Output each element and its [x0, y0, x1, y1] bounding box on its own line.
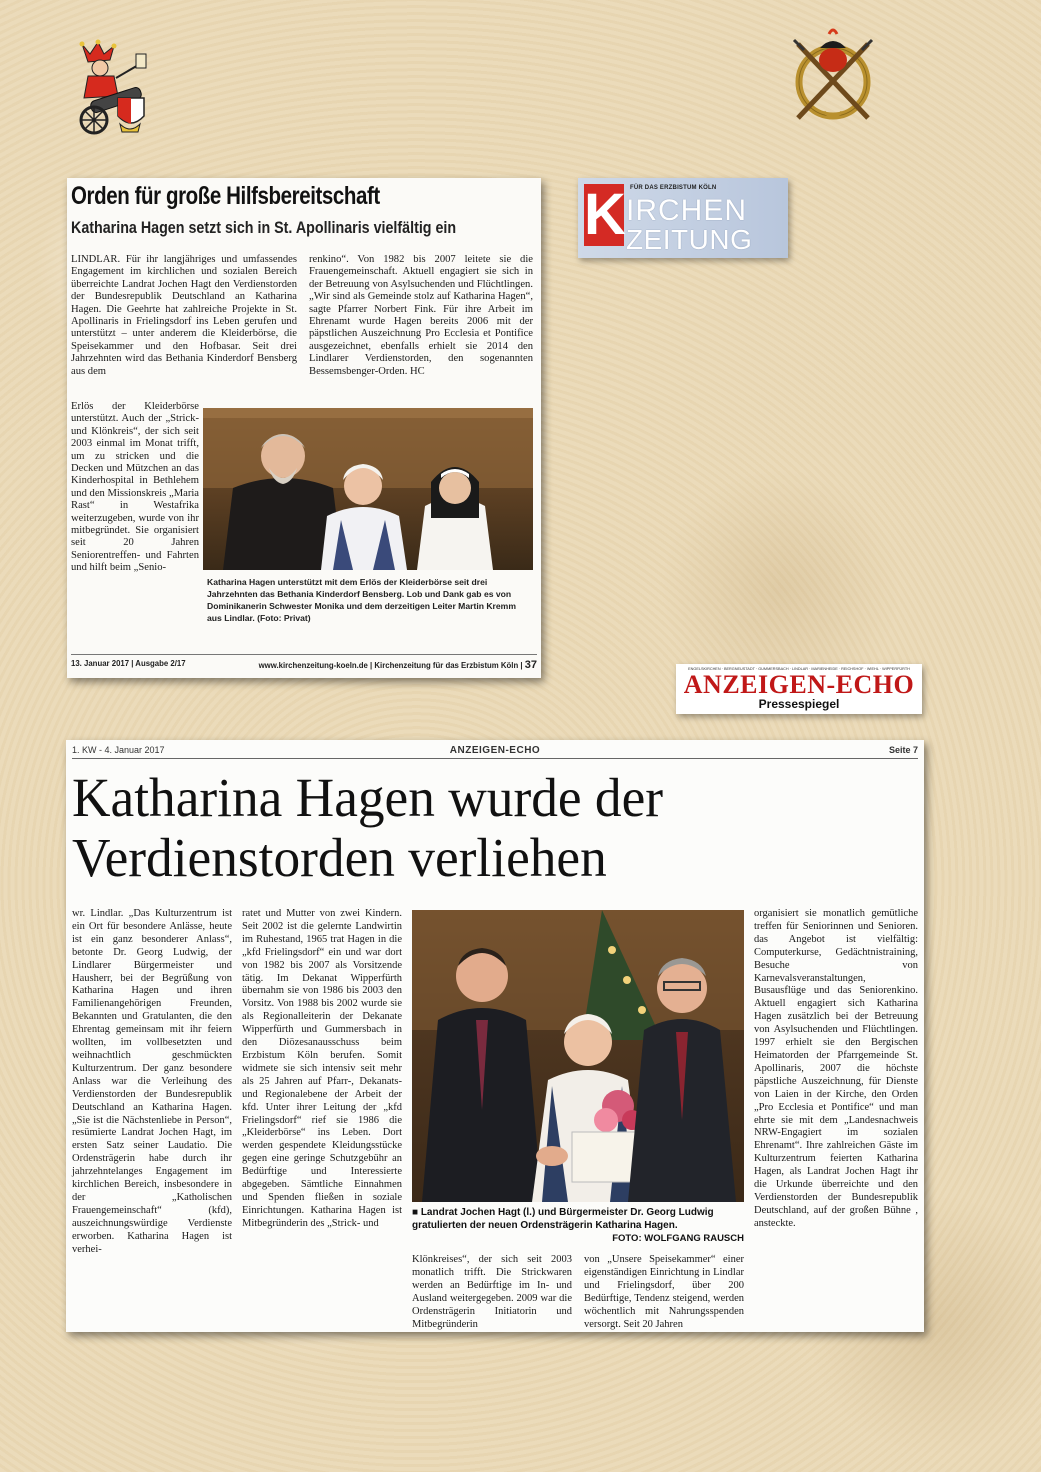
- ae-column-4: von „Unsere Speisekammer“ einer eigenständigen Einrichtung in Lindlar und Frielingsdorf, über 200 Bedürftige, Tendenz steigend, werden wöchentlich mit Nahrungsspenden versorgt. Seit 20 Jahren: [584, 1254, 744, 1330]
- ae-logo-subtitle: Pressespiegel: [758, 697, 840, 711]
- crossed-rifles-icon: [784, 28, 882, 128]
- ae-column-5: organisiert sie monatlich gemütliche treffen für Seniorinnen und Senioren. das Angebot ist vielfältig: Computerkurse, Gedächtnistraining, Besuche von Karnevalsveranstaltungen, Busausflüge und das Seniorenkino. Aktuell engagiert sich Katharina Hagen zusätzlich bei der Betreuung von Asylsuchenden und Flüchtlingen. 1997 erhielt sie den Bergischen Heimatorden der Pfarrgemeinde St. Apollinaris, 2007 die höchste päpstliche Auszeichnung, für Dienste von Laien in der Kirche, den Orden „Pro Ecclesia et Pontifice“ und man ehrte sie mit dem „Landesnachweis NRW-Engagiert im sozialen Ehrenamt“. Ihre zahlreichen Gäste im Kulturzentrum feierten Katharina Hagen, als Landrat Jochen Hagt ihr die Urkunde überreichte und den Verdienstorden der Bundesrepublik Deutschland, auf der großen Bühne , ansteckte.: [754, 908, 918, 1229]
- kz-logo-word-1: IRCHEN: [626, 194, 748, 227]
- jester-cannon-icon: [60, 38, 160, 138]
- kz-logo-letter: K: [584, 182, 626, 247]
- ae-headline-line-2: Verdienstorden verliehen: [72, 827, 607, 888]
- kz-photo: [203, 408, 533, 570]
- ae-header-paper: ANZEIGEN-ECHO: [449, 745, 541, 756]
- award-handshake-photo-icon: [412, 910, 744, 1202]
- kz-footer: [71, 654, 537, 671]
- anzeigen-echo-article: [66, 740, 924, 1332]
- kz-footer-date: 13. Januar 2017 | Ausgabe 2/17: [71, 659, 186, 668]
- ae-column-1: wr. Lindlar. „Das Kulturzentrum ist ein Ort für besondere Anlässe, heute ist ein ganz besonderer Anlass“, betonte Dr. Georg Ludwig, der Lindlarer Bürgermeister und Hausherr, bei der Begrüßung von Katharina Hagen und ihren Familienangehörigen Freunden, Bekannten und Gratulanten, die den Ehrentag gemeinsam mit ihr feiern wollten, im vollbesetzten und weihnachtlich geschmückten Kulturzentrum. Der ganz besondere Anlass war die Verleihung des Verdienstorden der Bundesrepublik Deutschland an Katharina Hagen. „Sie ist die Nächstenliebe in Person“, resümierte Landrat Jochen Hagt, im ersten Satz seiner Laudatio. Die Ordensträgerin habe durch ihr jahrzehntelanges Engagement im kirchlichen Bereich, insbesondere in der „Katholischen Frauengemeinschaft“ (kfd), auszeichnungswürdige Verdienste erworben. Katharina Hagen ist verhei-: [72, 908, 232, 1255]
- kz-logo-tagline: FÜR DAS ERZBISTUM KÖLN: [630, 185, 717, 191]
- ae-page-header: [72, 745, 918, 759]
- three-people-photo-icon: [203, 408, 533, 570]
- ae-header-date: 1. KW - 4. Januar 2017: [72, 745, 165, 755]
- ae-photo-caption: [412, 1206, 744, 1245]
- jester-cannon-logo: [60, 38, 160, 138]
- kz-headline: Orden für große Hilfsbereitschaft: [71, 182, 380, 210]
- kz-column-1-top: LINDLAR. Für ihr langjähriges und umfassendes Engagement im kirchlichen und sozialen Bereich überreichte Landrat Jochen Hagt den Verdienstorden der Bundesrepublik Deutschland an Katharina Hagen. Die Geehrte hat zahlreiche Projekte in St. Apollinaris in Frielingsdorf ins Leben gerufen und unterstützt – unter anderem die Kleiderbörse, die Speisekammer und den Hofbasar. Seit drei Jahrzehnten wird das Bethania Kinderdorf Bensberg aus dem: [71, 254, 297, 377]
- ae-photo: [412, 910, 744, 1202]
- kz-page-number: 37: [524, 659, 537, 671]
- ae-headline: [72, 768, 663, 888]
- anzeigen-echo-logo: [676, 664, 922, 714]
- crossed-rifles-emblem: [784, 28, 882, 128]
- ae-header-page: Seite 7: [888, 745, 918, 755]
- kz-logo-word-2: ZEITUNG: [626, 224, 753, 255]
- ae-logo-regions: ENGELSKIRCHEN · BERGNEUSTADT · GUMMERSBACH · LINDLAR · MARIENHEIDE · REICHSHOF · WIEHL · WIPPERFÜRTH: [688, 667, 910, 671]
- ae-headline-line-1: Katharina Hagen wurde der: [72, 767, 664, 828]
- kirchenzeitung-logo: [578, 178, 788, 258]
- ae-caption-text: ■ Landrat Jochen Hagt (l.) und Bürgermeister Dr. Georg Ludwig gratulierten der neuen Ordensträgerin Katharina Hagen.: [412, 1207, 714, 1231]
- kz-photo-caption: Katharina Hagen unterstützt mit dem Erlös der Kleiderbörse seit drei Jahrzehnten das Bethania Kinderdorf Bensberg. Lob und Dank gab es von Dominikanerin Schwester Monika und dem derzeitigen Leiter Martin Kremm aus Lindlar. (Foto: Privat): [207, 577, 516, 623]
- kz-footer-source: [259, 659, 537, 671]
- kirchenzeitung-article: [67, 178, 541, 678]
- ae-logo-name: ANZEIGEN-ECHO: [683, 670, 915, 699]
- kz-column-1-bottom: Erlös der Kleiderbörse unterstützt. Auch der „Strick- und Klönkreis“, der sich seit 2003 einmal im Monat trifft, um zu stricken und die Decken und Mützchen an das Kinderhospital in Bethlehem und den Missionskreis „Maria Rast“ in Westafrika weiterzugeben, wurde von ihr mitbegründet. Sie organisiert seit 20 Jahren Seniorentreffen- und Fahrten und hilft beim „Senio-: [71, 401, 199, 574]
- kz-subheadline: Katharina Hagen setzt sich in St. Apollinaris vielfältig ein: [71, 218, 457, 237]
- ae-column-3: Klönkreises“, der sich seit 2003 monatlich trifft. Die Strickwaren werden an Bedürftige im In- und Ausland weitergegeben. 2009 war die Ordensträgerin Initiatorin und Mitbegründerin: [412, 1254, 572, 1330]
- ae-column-2: ratet und Mutter von zwei Kindern. Seit 2002 ist die gelernte Landwirtin im Ruhestand, 1965 trat Hagen in die „kfd Frielingsdorf“ ein und war dort von 1982 bis 2007 als Vorsitzende tätig. Im Dekanat Wipperfürth übernahm sie von 1986 bis 2003 den Vorsitz. Von 1988 bis 2002 wurde sie als Regionalleiterin der Dekanate Wipperfürth und Gummersbach in den Diözesanausschuss beim Erzbistum Köln berufen. Somit widmete sie sich intensiv seit mehr als 25 Jahren auf Pfarr-, Dekanats- und Regionalebene der Arbeit der kfd. Unter ihrer Leitung der „kfd Frielingsdorf“ rief sie 1986 die „Kleiderbörse“ ins Leben. Dort werden gespendete Kleidungsstücke gegen eine geringe Schutzgebühr an Bedürftige und Interessierte abgegeben. Sämtliche Einnahmen und Spenden fließen in soziale Einrichtungen. Katharina Hagen ist Mitbegründerin des „Strick- und: [242, 908, 402, 1229]
- kz-footer-url: www.kirchenzeitung-koeln.de | Kirchenzeitung für das Erzbistum Köln |: [258, 661, 523, 670]
- kz-column-2: renkino“. Von 1982 bis 2007 leitete sie die Frauengemeinschaft. Aktuell engagiert sie sich in der Betreuung von Asylsuchenden und Flüchtlingen. „Wir sind als Gemeinde stolz auf Katharina Hagen“, sagte Pfarrer Norbert Fink. Für ihre Arbeit im Ehrenamt wurde Hagen bereits 2006 mit der päpstlichen Auszeichnung Pro Ecclesia et Pontifice ausgezeichnet, ebenfalls erhielt sie 2014 den Lindlarer Verdienstorden, den sogenannten Bessemsbenger-Orden. HC: [309, 254, 533, 377]
- ae-photo-credit: FOTO: WOLFGANG RAUSCH: [612, 1233, 744, 1244]
